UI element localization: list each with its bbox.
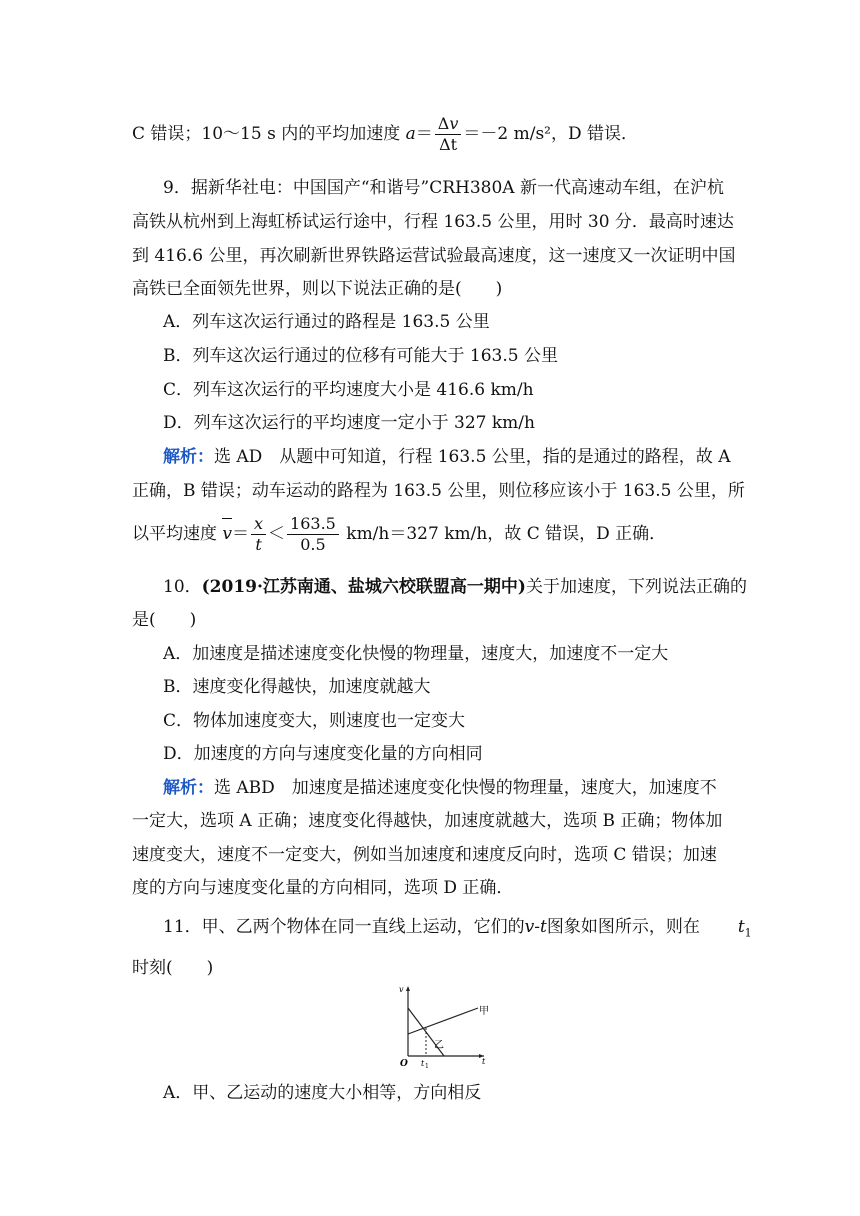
- text-span: ＝: [232, 524, 250, 544]
- text-span: 11．甲、乙两个物体在同一直线上运动，它们的: [163, 917, 525, 937]
- q9-line-3: 到 416.6 公里，再次刷新世界铁路运营试验最高速度，这一速度又一次证明中国: [132, 246, 736, 266]
- t-axis-label: t: [482, 1057, 486, 1066]
- v-axis-arrow: [406, 986, 410, 991]
- v-bar: [222, 524, 232, 544]
- q10-analysis-line-1: [163, 773, 717, 798]
- q9-option-a: A．列车这次运行通过的路程是 163.5 公里: [163, 312, 490, 332]
- analysis-label: 解析：: [163, 447, 214, 467]
- question-source: (2019·江苏南通、盐城六校联盟高一期中): [201, 577, 526, 597]
- text-span: C 错误；10～15 s 内的平均加速度: [132, 124, 401, 144]
- distance-over-time: [287, 514, 339, 555]
- frac-den: 0.5: [300, 535, 326, 554]
- text-span: ＝－2 m/s²，D 错误．: [463, 124, 639, 144]
- q10-analysis-line-2: 一定大，选项 A 正确；速度变化得越快，加速度就越大，选项 B 正确；物体加: [132, 811, 723, 831]
- var-vt: v-t: [524, 917, 547, 937]
- q10-option-a: A．加速度是描述速度变化快慢的物理量，速度大，加速度不一定大: [163, 644, 669, 664]
- frac-num: 163.5: [287, 514, 339, 535]
- analysis-label: 解析：: [163, 778, 214, 798]
- q11-line-1: [163, 912, 752, 939]
- text-span: 选 ABD 加速度是描述速度变化快慢的物理量，速度大，加速度不: [214, 778, 717, 798]
- q9-analysis-line-1: [163, 442, 730, 467]
- frac-den: t: [255, 535, 262, 554]
- q9-analysis-line-3: [132, 514, 666, 555]
- q10-option-b: B．速度变化得越快，加速度就越大: [163, 677, 431, 697]
- q9-option-b: B．列车这次运行通过的位移有可能大于 163.5 公里: [163, 346, 558, 366]
- var-v: v: [449, 114, 459, 133]
- q9-option-d: D．列车这次运行的平均速度一定小于 327 km/h: [163, 413, 535, 433]
- frac-num: x: [251, 514, 266, 535]
- prev-answer-line: [132, 114, 638, 155]
- x-over-t: [251, 514, 266, 555]
- var-a: a: [405, 124, 416, 144]
- v-axis-label: v: [399, 986, 404, 994]
- subscript: 1: [744, 926, 752, 940]
- q11-option-a: A．甲、乙运动的速度大小相等，方向相反: [163, 1083, 482, 1103]
- question-number: 10．: [163, 577, 202, 597]
- origin-label: O: [400, 1059, 408, 1069]
- q9-option-c: C．列车这次运行的平均速度大小是 416.6 km/h: [163, 380, 534, 400]
- q9-analysis-line-2: 正确，B 错误；动车运动的路程为 163.5 公里，则位移应该小于 163.5 公里，所: [132, 481, 745, 501]
- vt-graph: [396, 986, 492, 1070]
- text-span: 以平均速度: [132, 524, 217, 544]
- q10-option-d: D．加速度的方向与速度变化量的方向相同: [163, 744, 483, 764]
- var-v: v: [222, 524, 233, 544]
- delta-v-over-delta-t: [435, 114, 462, 155]
- q9-line-2: 高铁从杭州到上海虹桥试运行途中，行程 163.5 公里，用时 30 分．最高时速达: [132, 212, 734, 232]
- q10-line-2: 是( ): [132, 610, 197, 630]
- q10-analysis-line-3: 速度变大，速度不一定变大，例如当加速度和速度反向时，选项 C 错误；加速: [132, 845, 717, 865]
- jia-label: 甲: [479, 1006, 489, 1017]
- text-span: 关于加速度，下列说法正确的: [525, 577, 747, 597]
- q10-line-1: [163, 572, 747, 597]
- yi-label: 乙: [434, 1040, 444, 1051]
- t1-label: t: [421, 1059, 425, 1068]
- q10-option-c: C．物体加速度变大，则速度也一定变大: [163, 711, 466, 731]
- var-t1: t: [737, 917, 745, 937]
- text-span: ＜: [268, 524, 286, 544]
- t1-subscript: 1: [425, 1063, 429, 1070]
- frac-den: Δt: [439, 135, 458, 154]
- q9-line-1: 9．据新华社电：中国国产“和谐号”CRH380A 新一代高速动车组，在沪杭: [163, 178, 724, 198]
- text-span: ＝: [415, 124, 433, 144]
- delta-symbol: Δ: [437, 114, 450, 133]
- q11-line-2: 时刻( ): [132, 958, 214, 978]
- q9-line-4: 高铁已全面领先世界，则以下说法正确的是( ): [132, 279, 503, 299]
- text-span: 选 AD 从题中可知道，行程 163.5 公里，指的是通过的路程，故 A: [214, 447, 731, 467]
- q10-analysis-line-4: 度的方向与速度变化量的方向相同，选项 D 正确．: [132, 878, 514, 898]
- text-span: km/h＝327 km/h，故 C 错误，D 正确．: [340, 524, 667, 544]
- text-span: 图象如图所示，则在: [546, 917, 700, 937]
